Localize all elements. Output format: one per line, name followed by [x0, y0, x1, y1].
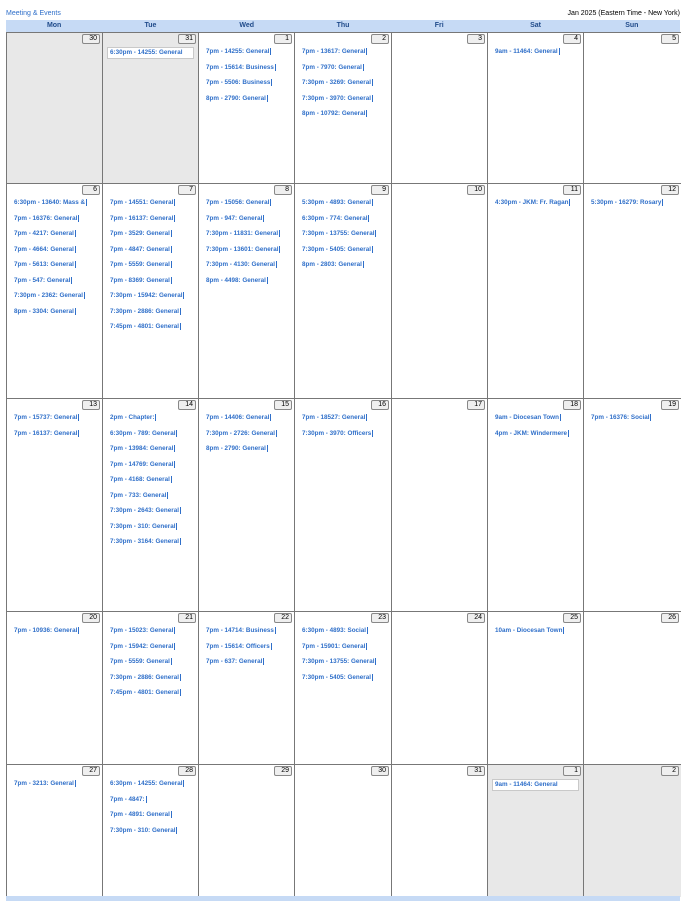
event-label: 7pm - 5506: Business [206, 79, 271, 86]
event-item[interactable] [110, 537, 194, 553]
event-item[interactable] [302, 642, 387, 658]
event-item[interactable] [14, 307, 98, 323]
day-number[interactable]: 6 [82, 185, 100, 195]
event-item[interactable] [110, 260, 194, 276]
day-cell[interactable] [392, 32, 488, 183]
event-label: 7pm - 16137: General [14, 429, 78, 437]
event-item[interactable] [302, 673, 387, 689]
event-label: 6:30pm - 4893: Social [302, 627, 367, 634]
event-item[interactable] [591, 198, 677, 214]
event-item[interactable] [110, 229, 194, 245]
event-label: 7pm - 733: General [110, 491, 167, 499]
event-label: 7:30pm - 5405: General [302, 673, 371, 681]
event-label: 5:30pm - 16279: Rosary [591, 199, 662, 206]
event-item[interactable] [302, 626, 387, 642]
event-label: 7:30pm - 11831: General [206, 230, 279, 237]
event-item[interactable] [206, 642, 290, 658]
event-item[interactable] [110, 795, 194, 811]
day-cell[interactable] [7, 398, 103, 611]
event-item[interactable] [14, 779, 98, 795]
event-list [110, 626, 194, 704]
event-item[interactable] [492, 779, 579, 791]
event-label: 8pm - 10792: General [302, 110, 366, 117]
event-label: 6:30pm - 13640: Mass & [14, 199, 86, 206]
event-item[interactable] [14, 245, 98, 261]
day-cell[interactable] [488, 183, 584, 398]
month-grid [6, 32, 680, 897]
event-label: 7pm - 15737: General [14, 414, 78, 421]
event-label: 7pm - 4847: General [110, 245, 170, 253]
day-number[interactable]: 29 [274, 766, 292, 776]
event-list [495, 626, 579, 642]
event-list [495, 47, 579, 63]
event-item[interactable] [302, 63, 387, 79]
event-item[interactable] [110, 214, 194, 230]
event-item[interactable] [206, 444, 290, 460]
day-number[interactable]: 3 [467, 34, 485, 44]
event-item[interactable] [206, 47, 290, 63]
day-number[interactable]: 31 [178, 34, 196, 44]
day-cell[interactable] [103, 611, 199, 764]
day-cell[interactable] [199, 611, 295, 764]
day-cell[interactable] [103, 183, 199, 398]
event-item[interactable] [110, 307, 194, 323]
event-item[interactable] [14, 413, 98, 429]
event-item[interactable] [14, 429, 98, 445]
event-item[interactable] [110, 322, 194, 338]
event-label: 7pm - 8369: General [110, 276, 170, 284]
event-item[interactable] [495, 198, 579, 214]
event-label: 7:30pm - 3970: General [302, 94, 371, 102]
event-label: 7:30pm - 3164: General [110, 538, 179, 545]
event-item[interactable] [110, 673, 194, 689]
day-cell[interactable] [199, 32, 295, 183]
event-item[interactable] [110, 626, 194, 642]
calendar-footer-bar [6, 896, 680, 901]
day-number[interactable]: 1 [563, 766, 581, 776]
event-item[interactable] [206, 245, 290, 261]
event-label: 7:30pm - 5405: General [302, 245, 371, 253]
event-label: 7pm - 16376: Social [591, 414, 650, 421]
day-number[interactable]: 26 [661, 613, 679, 623]
weekday-tue: Tue [144, 22, 157, 29]
event-list [495, 413, 579, 444]
day-cell[interactable] [392, 398, 488, 611]
event-label: 7pm - 4891: General [110, 811, 170, 818]
event-label: 7:30pm - 310: General [110, 522, 176, 530]
event-item[interactable] [206, 94, 290, 110]
event-label: 7pm - 14714: Business [206, 627, 274, 634]
event-item[interactable] [14, 291, 98, 307]
event-list [206, 413, 290, 460]
event-list [591, 413, 677, 429]
calendar-header [0, 0, 682, 20]
day-cell[interactable] [103, 398, 199, 611]
day-cell[interactable] [199, 764, 295, 897]
event-list [14, 198, 98, 322]
event-label: 7pm - 14255: General [206, 48, 270, 55]
event-item[interactable] [495, 626, 579, 642]
event-label: 7:30pm - 2643: General [110, 507, 179, 514]
event-item[interactable] [206, 413, 290, 429]
event-label: 4pm - JKM: Windermere [495, 429, 568, 437]
day-number[interactable]: 4 [563, 34, 581, 44]
day-cell[interactable] [199, 398, 295, 611]
event-item[interactable] [110, 429, 194, 445]
event-item[interactable] [110, 198, 194, 214]
event-item[interactable] [206, 198, 290, 214]
event-label: 7pm - 16137: General [110, 214, 174, 222]
event-item[interactable] [495, 413, 579, 429]
day-cell[interactable] [584, 32, 681, 183]
event-item[interactable] [110, 460, 194, 476]
event-item[interactable] [206, 229, 290, 245]
day-cell[interactable] [103, 32, 199, 183]
day-number[interactable]: 8 [274, 185, 292, 195]
event-item[interactable] [14, 260, 98, 276]
day-number[interactable]: 1 [274, 34, 292, 44]
event-label: 7pm - 3213: General [14, 780, 74, 787]
event-label: 7pm - 13984: General [110, 445, 174, 452]
event-label: 7pm - 5559: General [110, 658, 170, 665]
event-label: 7:30pm - 13755: General [302, 658, 375, 665]
day-number[interactable]: 15 [274, 400, 292, 410]
event-item[interactable] [110, 642, 194, 658]
day-cell[interactable] [7, 611, 103, 764]
event-label: 7:30pm - 2886: General [110, 673, 179, 681]
event-list [495, 198, 579, 214]
event-item[interactable] [110, 522, 194, 538]
event-item[interactable] [302, 214, 387, 230]
event-label: 7:30pm - 2726: General [206, 429, 275, 437]
day-cell[interactable] [392, 611, 488, 764]
event-label: 2pm - Chapter: [110, 414, 155, 421]
event-label: 7pm - 3529: General [110, 230, 170, 237]
event-item[interactable] [110, 506, 194, 522]
event-label: 6:30pm - 14255: General [110, 780, 183, 787]
event-list [110, 779, 194, 841]
day-cell[interactable] [392, 764, 488, 897]
event-label: 7pm - 10936: General [14, 627, 78, 634]
day-cell[interactable] [584, 183, 681, 398]
event-label: 7pm - 7970: General [302, 63, 362, 71]
event-label: 7pm - 15614: Business [206, 63, 274, 71]
event-item[interactable] [206, 214, 290, 230]
event-item[interactable] [110, 657, 194, 673]
event-item[interactable] [302, 245, 387, 261]
event-item[interactable] [14, 626, 98, 642]
event-label: 7pm - 15614: Officers [206, 642, 270, 650]
event-list [14, 413, 98, 444]
event-label: 7:30pm - 310: General [110, 826, 176, 834]
day-cell[interactable] [199, 183, 295, 398]
event-list [14, 779, 98, 795]
event-label: 7:45pm - 4801: General [110, 689, 179, 696]
event-label: 7:30pm - 2362: General [14, 292, 83, 299]
day-number[interactable]: 21 [178, 613, 196, 623]
event-item[interactable] [107, 47, 194, 59]
day-number[interactable]: 2 [661, 766, 679, 776]
event-list [302, 413, 387, 444]
event-item[interactable] [495, 47, 579, 63]
event-item[interactable] [206, 63, 290, 79]
month-label: Jan 2025 (Eastern Time - New York) [567, 10, 680, 17]
event-item[interactable] [110, 444, 194, 460]
day-number[interactable]: 30 [371, 766, 389, 776]
event-list [591, 198, 677, 214]
day-cell[interactable] [295, 183, 392, 398]
day-number[interactable]: 27 [82, 766, 100, 776]
event-label: 7pm - 547: General [14, 276, 71, 284]
event-item[interactable] [110, 491, 194, 507]
weekday-mon: Mon [46, 22, 62, 29]
event-item[interactable] [206, 657, 290, 673]
event-label: 7pm - 14551: General [110, 199, 174, 206]
event-label: 7:30pm - 2886: General [110, 307, 179, 315]
day-cell[interactable] [488, 611, 584, 764]
event-label: 7pm - 14769: General [110, 460, 174, 468]
event-item[interactable] [302, 229, 387, 245]
event-list [110, 198, 194, 338]
event-label: 7pm - 5559: General [110, 261, 170, 268]
event-item[interactable] [495, 429, 579, 445]
event-label: 8pm - 2790: General [206, 445, 266, 452]
day-number[interactable]: 22 [274, 613, 292, 623]
event-label: 7:30pm - 3269: General [302, 79, 371, 86]
event-label: 9am - Diocesan Town [495, 414, 559, 421]
event-label: 7pm - 5613: General [14, 261, 74, 268]
day-number[interactable]: 18 [563, 400, 581, 410]
event-label: 7pm - 4847: [110, 795, 145, 803]
day-number[interactable]: 13 [82, 400, 100, 410]
event-label: 4:30pm - JKM: Fr. Ragan [495, 199, 569, 206]
day-cell[interactable] [103, 764, 199, 897]
event-label: 8pm - 2803: General [302, 261, 362, 268]
day-cell[interactable] [584, 611, 681, 764]
day-number[interactable]: 19 [661, 400, 679, 410]
event-label: 9am - 11464: General [495, 781, 558, 788]
day-number[interactable]: 14 [178, 400, 196, 410]
event-item[interactable] [302, 78, 387, 94]
event-label: 7:30pm - 3970: Officers [302, 429, 372, 437]
event-item[interactable] [110, 475, 194, 491]
day-cell[interactable] [488, 398, 584, 611]
event-item[interactable] [206, 626, 290, 642]
event-list [206, 47, 290, 109]
day-number[interactable]: 11 [563, 185, 581, 195]
event-item[interactable] [302, 109, 387, 125]
event-label: 7:30pm - 13755: General [302, 230, 375, 237]
event-label: 7pm - 14406: General [206, 414, 270, 421]
day-number[interactable]: 10 [467, 185, 485, 195]
event-item[interactable] [110, 688, 194, 704]
weekday-header-row [6, 20, 680, 32]
weekday-wed: Wed [239, 22, 255, 29]
event-label: 7:30pm - 13601: General [206, 245, 279, 253]
event-item[interactable] [206, 260, 290, 276]
event-label: 7pm - 15901: General [302, 642, 366, 650]
event-label: 7pm - 18527: General [302, 414, 366, 421]
event-label: 7pm - 15942: General [110, 642, 174, 650]
event-label: 5:30pm - 4893: General [302, 199, 371, 206]
day-cell[interactable] [392, 183, 488, 398]
event-list [302, 47, 387, 125]
event-list [206, 198, 290, 291]
event-item[interactable] [302, 47, 387, 63]
day-number[interactable]: 12 [661, 185, 679, 195]
day-cell[interactable] [584, 764, 681, 897]
event-label: 7pm - 15056: General [206, 199, 270, 206]
day-number[interactable]: 20 [82, 613, 100, 623]
day-number[interactable]: 16 [371, 400, 389, 410]
day-number[interactable]: 25 [563, 613, 581, 623]
event-item[interactable] [302, 413, 387, 429]
event-label: 7pm - 4217: General [14, 230, 74, 237]
event-label: 8pm - 2790: General [206, 94, 266, 102]
weekday-sun: Sun [625, 22, 639, 29]
event-list [495, 779, 579, 797]
event-item[interactable] [110, 245, 194, 261]
event-item[interactable] [14, 214, 98, 230]
event-item[interactable] [14, 198, 98, 214]
event-item[interactable] [302, 260, 387, 276]
event-item[interactable] [110, 810, 194, 826]
event-list [110, 47, 194, 65]
day-number[interactable]: 7 [178, 185, 196, 195]
event-label: 7pm - 13617: General [302, 48, 366, 55]
event-item[interactable] [206, 78, 290, 94]
event-label: 7pm - 947: General [206, 214, 263, 222]
event-label: 8pm - 3304: General [14, 307, 74, 315]
event-item[interactable] [110, 826, 194, 842]
event-label: 7:30pm - 15942: General [110, 292, 183, 299]
event-label: 7:45pm - 4801: General [110, 323, 179, 330]
weekday-sat: Sat [530, 22, 541, 29]
event-item[interactable] [110, 291, 194, 307]
event-item[interactable] [302, 657, 387, 673]
event-item[interactable] [110, 779, 194, 795]
day-number[interactable]: 28 [178, 766, 196, 776]
event-label: 7pm - 637: General [206, 658, 263, 665]
day-number[interactable]: 23 [371, 613, 389, 623]
event-list [14, 626, 98, 642]
day-number[interactable]: 9 [371, 185, 389, 195]
event-list [302, 626, 387, 688]
event-item[interactable] [302, 198, 387, 214]
event-label: 8pm - 4498: General [206, 276, 266, 284]
day-cell[interactable] [295, 764, 392, 897]
event-item[interactable] [206, 276, 290, 292]
day-cell[interactable] [7, 32, 103, 183]
day-number[interactable]: 2 [371, 34, 389, 44]
event-item[interactable] [110, 413, 194, 429]
event-list [206, 626, 290, 673]
day-cell[interactable] [295, 32, 392, 183]
day-cell[interactable] [584, 398, 681, 611]
event-item[interactable] [14, 229, 98, 245]
event-item[interactable] [302, 429, 387, 445]
day-number[interactable]: 5 [661, 34, 679, 44]
event-item[interactable] [591, 413, 677, 429]
event-label: 6:30pm - 774: General [302, 214, 368, 222]
day-cell[interactable] [295, 398, 392, 611]
event-label: 6:30pm - 14255: General [110, 49, 183, 56]
event-label: 7:30pm - 4130: General [206, 261, 275, 268]
day-number[interactable]: 31 [467, 766, 485, 776]
weekday-fri: Fri [434, 22, 444, 29]
day-cell[interactable] [488, 32, 584, 183]
event-list [302, 198, 387, 276]
day-number[interactable]: 17 [467, 400, 485, 410]
event-item[interactable] [302, 94, 387, 110]
day-cell[interactable] [7, 183, 103, 398]
event-item[interactable] [110, 276, 194, 292]
day-number[interactable]: 24 [467, 613, 485, 623]
day-number[interactable]: 30 [82, 34, 100, 44]
event-label: 9am - 11464: General [495, 48, 558, 55]
event-item[interactable] [14, 276, 98, 292]
weekday-thu: Thu [336, 22, 350, 29]
event-item[interactable] [206, 429, 290, 445]
event-list [110, 413, 194, 553]
calendar-title[interactable]: Meeting & Events [6, 10, 61, 17]
event-label: 10am - Diocesan Town [495, 627, 563, 634]
event-label: 6:30pm - 789: General [110, 429, 176, 437]
event-label: 7pm - 4664: General [14, 245, 74, 253]
event-label: 7pm - 15023: General [110, 627, 174, 634]
event-label: 7pm - 4168: General [110, 476, 170, 483]
day-cell[interactable] [295, 611, 392, 764]
day-cell[interactable] [488, 764, 584, 897]
day-cell[interactable] [7, 764, 103, 897]
event-label: 7pm - 16376: General [14, 214, 78, 222]
